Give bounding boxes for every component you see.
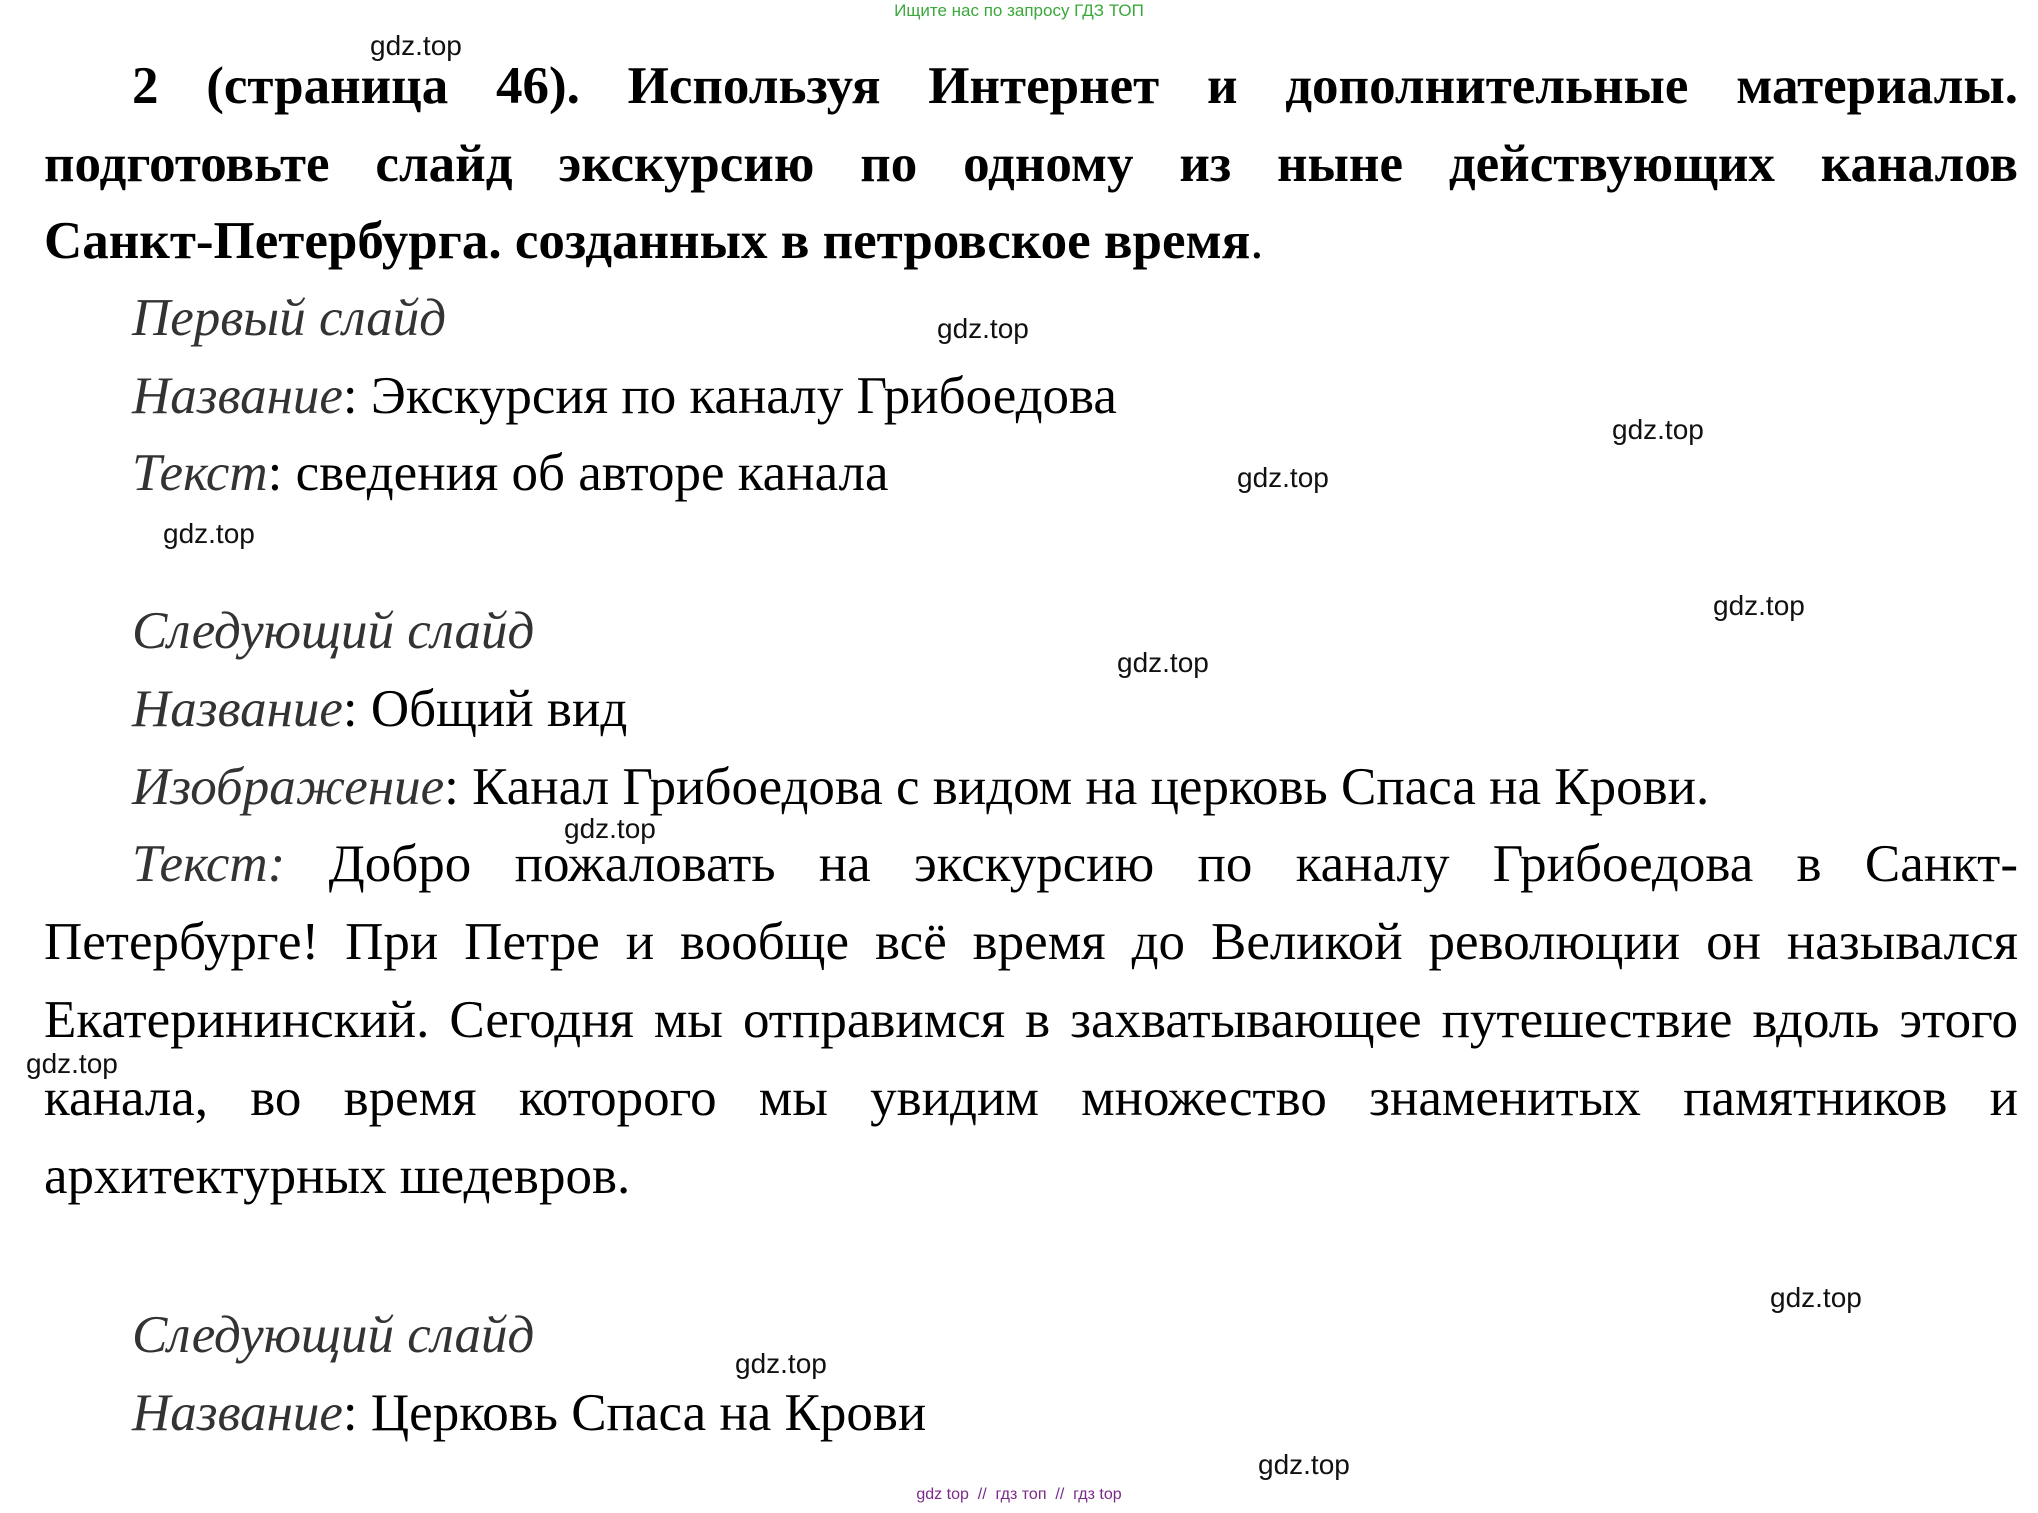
slide1-name-label: Название — [132, 367, 343, 425]
task-line-1 — [44, 55, 2018, 117]
watermark: gdz.top — [163, 518, 255, 549]
task-line-2: подготовьте слайд экскурсию по одному из ныне действующих каналов — [44, 135, 2018, 193]
watermark: gdz.top — [564, 813, 656, 844]
slide2-text-value: Добро пожаловать на экскурсию по каналу Грибоедова в Санкт-Петербурге! При Петре и вообще всё время до Великой революции он назывался Екатерининский. Сегодня мы отправимся в захватывающее путешествие вдоль этого канала, во время которого мы увидим множество знаменитых памятников и архитектурных шедевров. — [44, 835, 2018, 1205]
watermark: gdz.top — [1237, 462, 1329, 493]
slide1-text-value: : сведения об авторе канала — [267, 444, 889, 502]
slide1-text — [132, 442, 889, 504]
slide2-name-value: : Общий вид — [342, 680, 628, 738]
watermark: gdz.top — [1258, 1449, 1350, 1480]
task-line-1-text: 2 (страница 46). Используя Интернет и дополнительные материалы. — [132, 57, 2018, 115]
slide1-text-label: Текст — [132, 444, 268, 502]
slide3-name — [132, 1382, 926, 1444]
slide3-header: Следующий слайд — [132, 1306, 535, 1364]
top-banner[interactable]: Ищите нас по запросу ГДЗ ТОП — [894, 1, 1144, 20]
slide2-image-value: : Канал Грибоедова с видом на церковь Спаса на Крови. — [444, 758, 1710, 816]
slide2-name — [132, 678, 627, 740]
slide1-header: Первый слайд — [132, 289, 447, 347]
watermark: gdz.top — [735, 1348, 827, 1379]
slide3-name-value: : Церковь Спаса на Крови — [342, 1384, 927, 1442]
task-line-3-bold: Санкт-Петербурга. созданных в петровское время — [44, 212, 1251, 270]
slide2-text-label: Текст: — [132, 835, 286, 893]
slide2-image-label: Изображение — [132, 758, 445, 816]
slide3-name-label: Название — [132, 1384, 343, 1442]
slide2-header: Следующий слайд — [132, 602, 535, 660]
watermark: gdz.top — [370, 30, 462, 61]
watermark: gdz.top — [1117, 647, 1209, 678]
slide2-name-label: Название — [132, 680, 343, 738]
watermark: gdz.top — [937, 313, 1029, 344]
task-line-3 — [44, 210, 1264, 272]
watermark: gdz.top — [1612, 414, 1704, 445]
watermark: gdz.top — [26, 1048, 118, 1079]
slide1-name-value: : Экскурсия по каналу Грибоедова — [342, 367, 1117, 425]
watermark: gdz.top — [1713, 590, 1805, 621]
slide1-name — [132, 365, 1117, 427]
watermark: gdz.top — [1770, 1282, 1862, 1313]
slide2-image — [132, 756, 1709, 818]
task-line-3-tail: . — [1250, 212, 1264, 270]
slide2-text — [44, 825, 2018, 1215]
footer-links[interactable]: gdz top // гдз топ // гдз top — [916, 1486, 1122, 1503]
